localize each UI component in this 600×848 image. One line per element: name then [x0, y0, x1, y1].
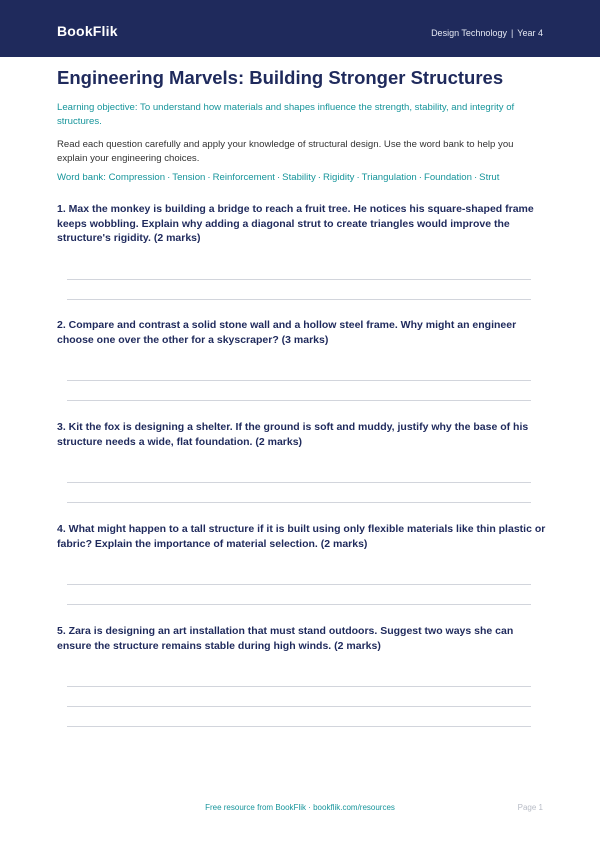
answer-line[interactable] — [67, 686, 531, 687]
word-bank-item: Stability — [282, 172, 316, 183]
answer-line[interactable] — [67, 299, 531, 300]
subject-label: Design Technology — [431, 28, 507, 38]
header-meta — [431, 28, 543, 38]
answer-line[interactable] — [67, 502, 531, 503]
answer-line[interactable] — [67, 726, 531, 727]
word-bank-item: Reinforcement — [212, 172, 275, 183]
header-bar — [0, 0, 600, 57]
page-number: Page 1 — [517, 803, 543, 812]
word-bank-item: Strut — [479, 172, 500, 183]
word-bank-item: Rigidity — [322, 172, 355, 183]
answer-line[interactable] — [67, 400, 531, 401]
word-bank-separator: · — [167, 172, 171, 183]
word-bank-item: Foundation — [423, 172, 472, 183]
learning-objective: Learning objective: To understand how materials and shapes influence the strength, stability, and integrity of structures. — [57, 102, 515, 127]
question-4: 4. What might happen to a tall structure if it is built using only flexible materials like thin plastic or fabric? Explain the importance of material selection. (2 marks) — [57, 523, 546, 550]
word-bank-separator: · — [207, 172, 211, 183]
answer-line[interactable] — [67, 279, 531, 280]
word-bank-separator: · — [276, 172, 281, 183]
footer-text: Free resource from BookFlik · bookflik.com/resources — [205, 803, 395, 812]
answer-line[interactable] — [67, 706, 531, 707]
word-bank — [57, 172, 547, 183]
word-bank-separator: · — [317, 172, 321, 183]
question-2: 2. Compare and contrast a solid stone wall and a hollow steel frame. Why might an engineer choose one over the other for a skyscraper? (3 marks) — [57, 319, 517, 346]
answer-line[interactable] — [67, 584, 531, 585]
word-bank-item: Triangulation — [361, 172, 417, 183]
year-label: Year 4 — [517, 28, 543, 38]
question-1: 1. Max the monkey is building a bridge to reach a fruit tree. He notices his square-shaped frame keeps wobbling. Explain why adding a diagonal strut to create triangles would improve the structure's rigidity. (2 marks) — [57, 203, 534, 244]
answer-line[interactable] — [67, 604, 531, 605]
page-title: Engineering Marvels: Building Stronger Structures — [57, 67, 504, 88]
word-bank-label: Word bank: — [57, 172, 106, 183]
header-separator: | — [510, 28, 514, 38]
brand-logo[interactable]: BookFlik — [57, 23, 118, 39]
instructions: Read each question carefully and apply your knowledge of structural design. Use the word bank to help you explain your engineering choices. — [57, 139, 514, 164]
question-5: 5. Zara is designing an art installation that must stand outdoors. Suggest two ways she can ensure the structure remains stable during high winds. (2 marks) — [57, 625, 514, 652]
word-bank-separator: · — [418, 172, 422, 183]
word-bank-item: Tension — [172, 172, 206, 183]
question-3: 3. Kit the fox is designing a shelter. If the ground is soft and muddy, justify why the base of his structure needs a wide, flat foundation. (2 marks) — [57, 421, 529, 448]
word-bank-separator: · — [356, 172, 360, 183]
answer-line[interactable] — [67, 380, 531, 381]
word-bank-item: Compression — [108, 172, 166, 183]
answer-line[interactable] — [67, 482, 531, 483]
word-bank-separator: · — [473, 172, 478, 183]
